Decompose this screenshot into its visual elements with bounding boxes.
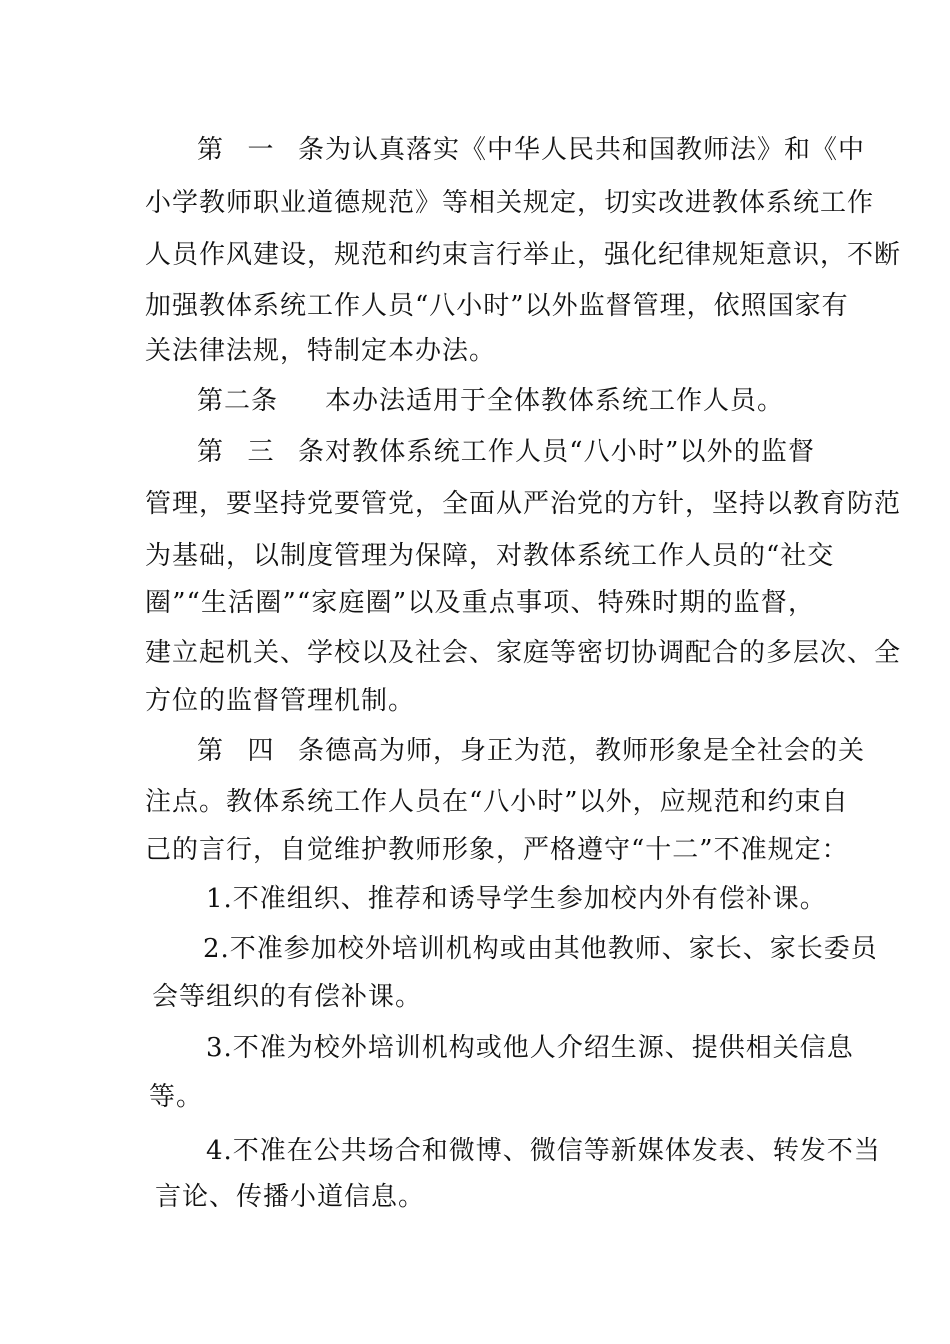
article-4-line-3: 己的言行，自觉维护教师形象，严格遵守“十二”不准规定： bbox=[145, 835, 849, 865]
article-3-line-2: 管理，要坚持党要管党，全面从严治党的方针，坚持以教育防范 bbox=[145, 489, 902, 519]
item-1-line-1: 1.不准组织、推荐和诱导学生参加校内外有偿补课。 bbox=[206, 884, 827, 914]
item-2-line-1: 2.不准参加校外培训机构或由其他教师、家长、家长委员 bbox=[203, 934, 878, 964]
article-4-line-2: 注点。教体系统工作人员在“八小时”以外，应规范和约束自 bbox=[145, 787, 849, 817]
item-2-line-2: 会等组织的有偿补课。 bbox=[152, 982, 423, 1012]
article-1-line-1 bbox=[145, 133, 866, 167]
article-1-heading: 第一条 bbox=[197, 135, 325, 165]
item-3-line-2: 等。 bbox=[149, 1082, 204, 1112]
article-2-text-1: 本办法适用于全体教体系统工作人员。 bbox=[325, 386, 785, 416]
article-1-line-4: 加强教体系统工作人员“八小时”以外监督管理，依照国家有 bbox=[145, 291, 849, 321]
article-3-line-5: 建立起机关、学校以及社会、家庭等密切协调配合的多层次、全 bbox=[145, 638, 902, 668]
article-1-line-2: 小学教师职业道德规范》等相关规定，切实改进教体系统工作 bbox=[145, 188, 875, 218]
article-3-line-3: 为基础，以制度管理为保障，对教体系统工作人员的“社交 bbox=[145, 541, 835, 571]
article-4-line-1 bbox=[145, 734, 866, 768]
article-2-heading: 第二条 bbox=[197, 386, 279, 416]
article-2-line-1 bbox=[145, 384, 815, 418]
article-1-text-1: 为认真落实《中华人民共和国教师法》和《中 bbox=[325, 135, 866, 165]
article-4-text-1: 德高为师，身正为范，教师形象是全社会的关 bbox=[325, 736, 866, 766]
article-1-line-5: 关法律法规，特制定本办法。 bbox=[145, 336, 497, 366]
article-3-text-1: 对教体系统工作人员“八小时”以外的监督 bbox=[325, 437, 815, 467]
article-1-line-3: 人员作风建设，规范和约束言行举止，强化纪律规矩意识，不断 bbox=[145, 240, 902, 270]
item-3-line-1: 3.不准为校外培训机构或他人介绍生源、提供相关信息 bbox=[206, 1033, 854, 1063]
item-4-line-1: 4.不准在公共场合和微博、微信等新媒体发表、转发不当 bbox=[206, 1136, 881, 1166]
article-3-line-4: 圈”“生活圈”“家庭圈”以及重点事项、特殊时期的监督， bbox=[145, 588, 815, 618]
article-3-line-6: 方位的监督管理机制。 bbox=[145, 686, 416, 716]
item-4-line-2: 言论、传播小道信息。 bbox=[155, 1182, 426, 1212]
article-3-line-1 bbox=[145, 435, 815, 469]
article-3-heading: 第三条 bbox=[197, 437, 325, 467]
article-4-heading: 第四条 bbox=[197, 736, 325, 766]
